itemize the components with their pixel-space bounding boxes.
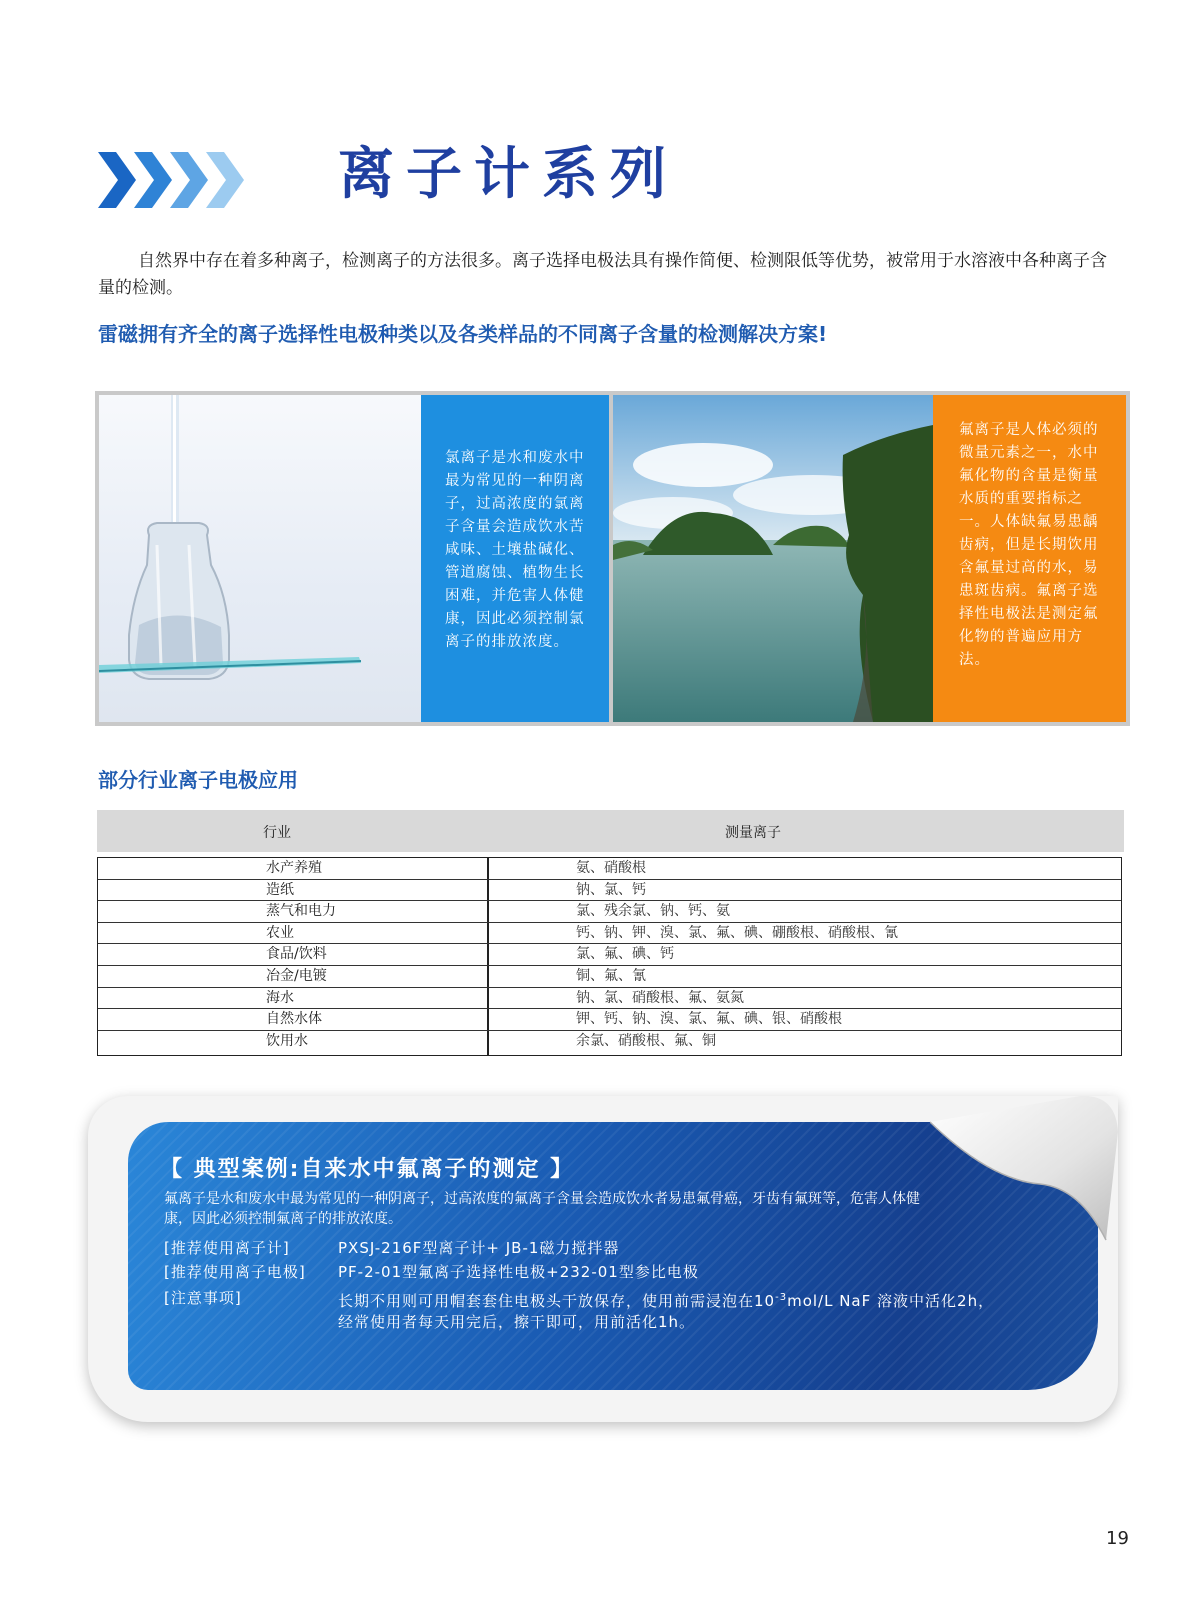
page-title: 离子计系列 (338, 142, 678, 207)
fluoride-text: 氟离子是人体必须的微量元素之一，水中氟化物的含量是衡量水质的重要指标之一。人体缺氟易患龋齿病，但是长期饮用含氟量过高的水，易患斑齿病。氟离子选择性电极法是测定氟化物的普遍应用方法。 (959, 422, 1099, 668)
chevron-arrows-icon (98, 152, 258, 208)
case-description: 氟离子是水和废水中最为常见的一种阴离子，过高浓度的氟离子含量会造成饮水者易患氟骨癌，牙齿有氟斑等，危害人体健康，因此必须控制氟离子的排放浓度。 (164, 1191, 920, 1227)
table-row: 饮用水 余氯、硝酸根、氟、铜 (266, 1032, 716, 1049)
table-row: 蒸气和电力 氯、残余氯、钠、钙、氨 (98, 901, 1121, 923)
fluoride-info-panel (933, 395, 1126, 722)
meter-value: PXSJ-216F型离子计+ JB-1磁力搅拌器 (338, 1239, 620, 1257)
notes-line-1: 长期不用则可用帽套套住电极头干放保存，使用前需浸泡在$10^{-3}mol/L$ NaF 溶液中活化2h， (338, 1292, 995, 1310)
column-header-ions: 测量离子 (725, 825, 781, 841)
chloride-text: 氯离子是水和废水中最为常见的一种阴离子，过高浓度的氯离子含量会造成饮水苦咸味、土壤盐碱化、管道腐蚀、植物生长困难，并危害人体健康，因此必须控制氯离子的排放浓度。 (445, 450, 585, 650)
meter-label: [推荐使用离子计] (164, 1239, 290, 1257)
table-row: 冶金/电镀 铜、氟、氰 (98, 966, 1121, 988)
table-row: 海水 钠、氯、硝酸根、氟、氨氮 (98, 988, 1121, 1010)
electrode-value: PF-2-01型氟离子选择性电极+232-01型参比电极 (338, 1263, 699, 1281)
image-strip (95, 391, 1130, 726)
table-row: 造纸 钠、氯、钙 (98, 880, 1121, 902)
electrode-label: [推荐使用离子电极] (164, 1263, 306, 1281)
tagline: 雷磁拥有齐全的离子选择性电极种类以及各类样品的不同离子含量的检测解决方案! (98, 322, 828, 346)
table-row: 农业 钙、钠、钾、溴、氯、氟、碘、硼酸根、硝酸根、氰 (98, 923, 1121, 945)
chloride-info-panel (421, 395, 609, 722)
water-glass-photo (99, 395, 421, 722)
column-header-industry: 行业 (263, 825, 291, 841)
notes-line-2: 经常使用者每天用完后，擦干即可，用前活化1h。 (338, 1313, 696, 1331)
table-section-title: 部分行业离子电极应用 (98, 768, 298, 792)
table-row: 自然水体 钾、钙、钠、溴、氯、氟、碘、银、硝酸根 (98, 1009, 1121, 1031)
intro-paragraph: 自然界中存在着多种离子，检测离子的方法很多。离子选择电极法具有操作简便、检测限低等优势，被常用于水溶液中各种离子含量的检测。 (98, 251, 1107, 298)
table-row: 水产养殖 氨、硝酸根 (98, 858, 1121, 880)
table-row: 食品/饮料 氯、氟、碘、钙 (98, 944, 1121, 966)
case-title: 【 典型案例:自来水中氟离子的测定 】 (160, 1157, 575, 1182)
page-curl-decoration (930, 1092, 1120, 1242)
notes-label: [注意事项] (164, 1289, 242, 1307)
page-number: 19 (1106, 1528, 1129, 1549)
table-header (97, 810, 1124, 852)
ion-application-table (97, 857, 1122, 1056)
lake-photo (613, 395, 933, 722)
